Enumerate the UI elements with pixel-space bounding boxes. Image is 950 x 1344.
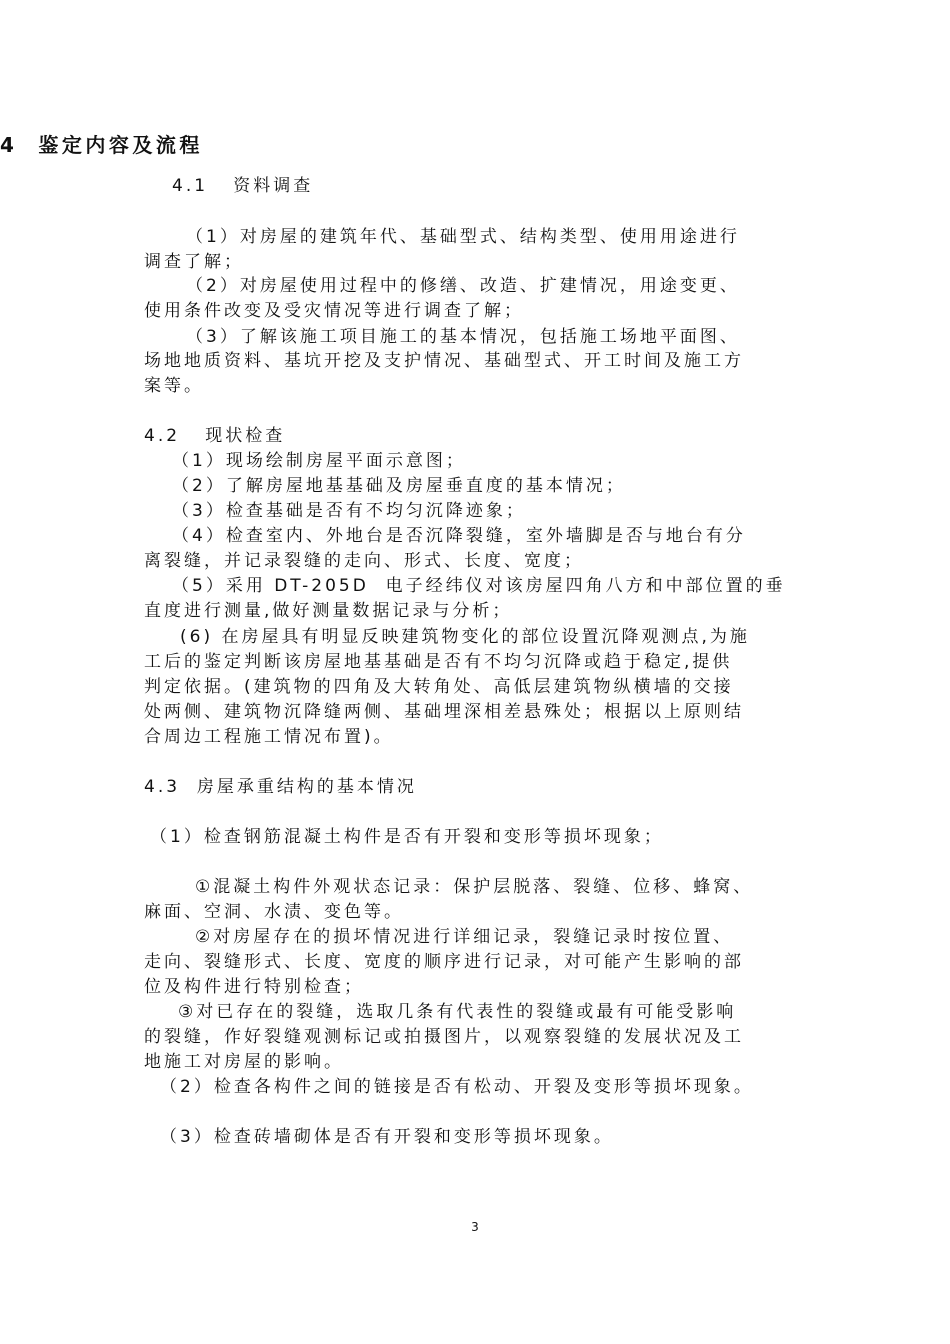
paragraph-line: 工后的鉴定判断该房屋地基基础是否有不均匀沉降或趋于稳定,提供 (144, 652, 733, 672)
paragraph-line: 使用条件改变及受灾情况等进行调查了解； (144, 301, 524, 321)
subsection-title: 4.3 房屋承重结构的基本情况 (144, 777, 417, 797)
paragraph-line: (6) 在房屋具有明显反映建筑物变化的部位设置沉降观测点,为施 (180, 627, 750, 647)
paragraph-line: 直度进行测量,做好测量数据记录与分析； (144, 601, 513, 621)
paragraph-line: 合周边工程施工情况布置)。 (144, 727, 394, 747)
paragraph-line: ③对已存在的裂缝，选取几条有代表性的裂缝或最有可能受影响 (178, 1002, 737, 1022)
paragraph-line: （2）了解房屋地基基础及房屋垂直度的基本情况； (172, 476, 626, 496)
paragraph-line: 判定依据。(建筑物的四角及大转角处、高低层建筑物纵横墙的交接 (144, 677, 734, 697)
paragraph-line: 地施工对房屋的影响。 (144, 1052, 344, 1072)
section-heading: 4 鉴定内容及流程 (0, 133, 203, 157)
paragraph-line: 处两侧、建筑物沉降缝两侧、基础埋深相差悬殊处；根据以上原则结 (144, 702, 744, 722)
paragraph-line: （3）了解该施工项目施工的基本情况，包括施工场地平面图、 (186, 327, 740, 347)
subsection-title: 4.2 现状检查 (144, 426, 286, 446)
paragraph-line: （5）采用 DT-205D 电子经纬仪对该房屋四角八方和中部位置的垂 (172, 576, 786, 596)
paragraph-line: （2）对房屋使用过程中的修缮、改造、扩建情况，用途变更、 (186, 276, 740, 296)
paragraph-line: 案等。 (144, 376, 204, 396)
paragraph-line: 的裂缝，作好裂缝观测标记或拍摄图片，以观察裂缝的发展状况及工 (144, 1027, 744, 1047)
paragraph-line: 麻面、空洞、水渍、变色等。 (144, 902, 404, 922)
subsection-title: 4.1 资料调查 (172, 176, 314, 196)
paragraph-line: 调查了解； (144, 252, 244, 272)
paragraph-line: （1）对房屋的建筑年代、基础型式、结构类型、使用用途进行 (186, 227, 740, 247)
paragraph-line: 场地地质资料、基坑开挖及支护情况、基础型式、开工时间及施工方 (144, 351, 744, 371)
paragraph-line: 位及构件进行特别检查； (144, 977, 364, 997)
paragraph-line: 走向、裂缝形式、长度、宽度的顺序进行记录，对可能产生影响的部 (144, 952, 744, 972)
paragraph-line: （1）现场绘制房屋平面示意图； (172, 451, 466, 471)
paragraph-line: （1）检查钢筋混凝土构件是否有开裂和变形等损坏现象； (150, 827, 664, 847)
paragraph-line: ②对房屋存在的损坏情况进行详细记录，裂缝记录时按位置、 (195, 927, 734, 947)
paragraph-line: （3）检查砖墙砌体是否有开裂和变形等损坏现象。 (160, 1127, 614, 1147)
paragraph-line: 离裂缝，并记录裂缝的走向、形式、长度、宽度； (144, 551, 584, 571)
paragraph-line: （3）检查基础是否有不均匀沉降迹象； (172, 501, 526, 521)
page-number: 3 (471, 1220, 479, 1234)
paragraph-line: ①混凝土构件外观状态记录：保护层脱落、裂缝、位移、蜂窝、 (195, 877, 754, 897)
paragraph-line: （2）检查各构件之间的链接是否有松动、开裂及变形等损坏现象。 (160, 1077, 754, 1097)
paragraph-line: （4）检查室内、外地台是否沉降裂缝，室外墙脚是否与地台有分 (172, 526, 746, 546)
